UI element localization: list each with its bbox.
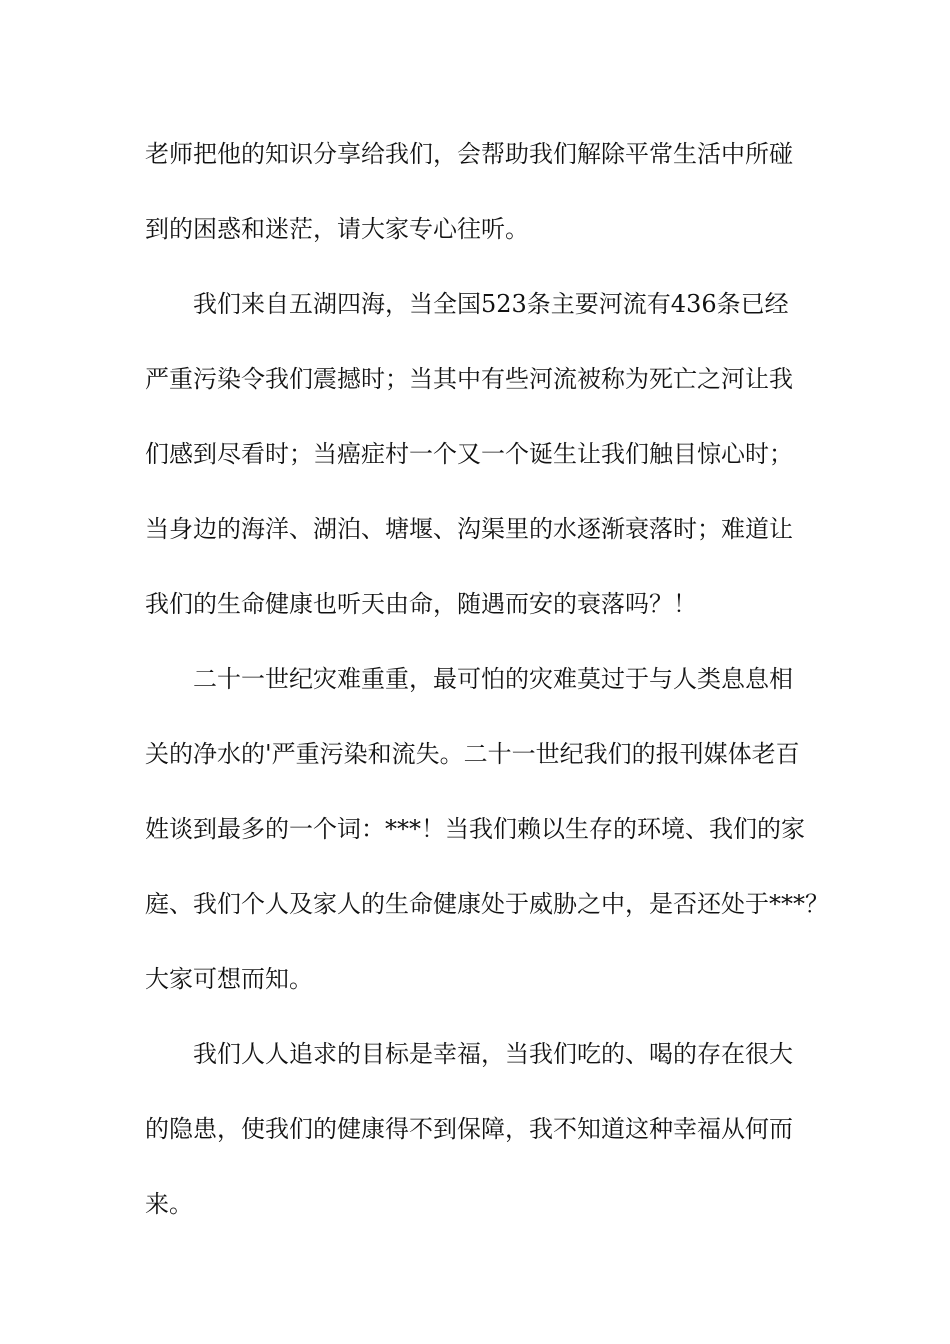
text-line-5: 们感到尽看时；当癌症村一个又一个诞生让我们触目惊心时； xyxy=(145,440,793,468)
text-line-12: 大家可想而知。 xyxy=(145,965,313,993)
text-line-4: 严重污染令我们震撼时；当其中有些河流被称为死亡之河让我 xyxy=(145,365,793,393)
text-line-3: 我们来自五湖四海，当全国523条主要河流有436条已经 xyxy=(193,290,789,318)
text-line-11: 庭、我们个人及家人的生命健康处于威胁之中，是否还处于***？ xyxy=(145,890,829,918)
text-line-8: 二十一世纪灾难重重，最可怕的灾难莫过于与人类息息相 xyxy=(193,665,793,693)
text-line-15: 来。 xyxy=(145,1190,193,1218)
text-line-2: 到的困惑和迷茫，请大家专心往听。 xyxy=(145,215,529,243)
text-line-9: 关的净水的'严重污染和流失。二十一世纪我们的报刊媒体老百 xyxy=(145,740,800,768)
text-line-10: 姓谈到最多的一个词：***！当我们赖以生存的环境、我们的家 xyxy=(145,815,805,843)
text-line-7: 我们的生命健康也听天由命，随遇而安的衰落吗？！ xyxy=(145,590,697,618)
text-line-13: 我们人人追求的目标是幸福，当我们吃的、喝的存在很大 xyxy=(193,1040,793,1068)
text-line-14: 的隐患，使我们的健康得不到保障，我不知道这种幸福从何而 xyxy=(145,1115,793,1143)
text-line-1: 老师把他的知识分享给我们，会帮助我们解除平常生活中所碰 xyxy=(145,140,793,168)
document-body xyxy=(145,117,829,1242)
text-line-6: 当身边的海洋、湖泊、塘堰、沟渠里的水逐渐衰落时；难道让 xyxy=(145,515,793,543)
